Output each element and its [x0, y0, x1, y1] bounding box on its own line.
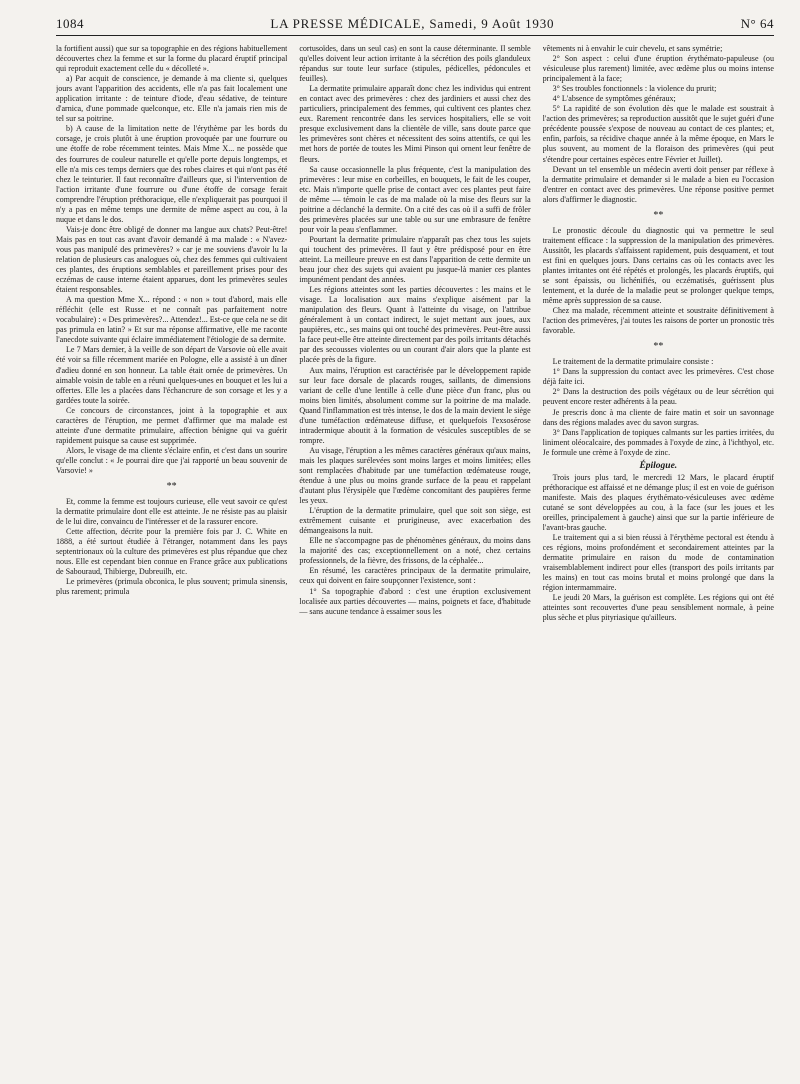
paragraph: En résumé, les caractères principaux de la dermatite primulaire, ceux qui doivent en faire soupçonner l'existence, sont :: [299, 566, 531, 586]
paragraph: vêtements ni à envahir le cuir chevelu, et sans symétrie;: [542, 44, 723, 53]
paragraph: Chez ma malade, récemment atteinte et soustraite définitivement à l'action des primevères, j'ai toutes les raisons de porter un pronostic très favorable.: [542, 306, 774, 336]
paragraph: Le jeudi 20 Mars, la guérison est complète. Les régions qui ont été atteintes sont recouvertes d'une peau sensiblement normale, à peine plus sèche et plus pityriasique qu'ailleurs.: [542, 593, 774, 623]
column-1: [56, 44, 287, 1084]
paragraph: 5° La rapidité de son évolution dès que le malade est soustrait à l'action des primevères; sa reproduction aussitôt que le sujet guéri d'une précédente poussée s'expose de nouveau au contact de ces plantes; et, enfin, parfois, sa récidive chaque année à la même époque, en Mars le plus souvent, au moment de la floraison des primevères (qui peut s'étendre pour certaines espèces entre Février et Juillet).: [542, 104, 774, 164]
paragraph: Les régions atteintes sont les parties découvertes : les mains et le visage. La localisation aux mains s'explique aisément par la manipulation des fleurs. Quant à l'atteinte du visage, on l'attribue généralement à un contact indirect, le sujet mettant aux joues, aux paupières, etc., ses mains qui ont touché des primevères. Peut-être aussi la face peut-elle être atteinte directement par des poils irritants détachés par des secousses violentes ou un courant d'air alors que la plante est placée près de la figure.: [299, 285, 531, 365]
paragraph: 1° Sa topographie d'abord : c'est une éruption exclusivement localisée aux parties découvertes — mains, poignets et face, d'habitude — sans aucune tendance à essaimer sous les: [299, 586, 531, 616]
text-columns: [56, 44, 774, 1084]
column-2: [299, 44, 530, 1084]
paragraph: Le traitement de la dermatite primulaire consiste :: [552, 357, 714, 367]
section-separator: **: [653, 209, 664, 221]
paragraph: la fortifient aussi) que sur sa topographie en des régions habituellement découvertes chez la femme et sur la forme du placard éruptif principal qui reproduit exactement celle du « décolleté ».: [56, 44, 288, 74]
journal-title: LA PRESSE MÉDICALE, Samedi, 9 Août 1930: [270, 16, 555, 31]
paragraph: Pourtant la dermatite primulaire n'apparaît pas chez tous les sujets qui touchent des primevères. Il faut y être prédisposé pour en être atteint. La meilleure preuve en est dans l'apparition de cette dermite un beau jour chez des sujets qui avaient pu jusque-là manier ces plantes impunément pendant des années.: [299, 234, 531, 285]
paragraph: Sa cause occasionnelle la plus fréquente, c'est la manipulation des primevères : leur mise en corbeilles, en bouquets, le fait de les couper, etc. Mais n'importe quelle prise de contact avec ces plantes peut faire de même — témoin le cas de ma malade où la mise des fleurs sur la poitrine a déclanché la dermite. On a cité des cas où il a suffi de frôler des primevères placées sur une table ou sur une embrasure de fenêtre pour voir la peau s'enflammer.: [299, 164, 531, 234]
paragraph: Le primevères (primula obconica, le plus souvent; primula sinensis, plus rarement; primula: [56, 577, 288, 597]
paragraph: Le 7 Mars dernier, à la veille de son départ de Varsovie où elle avait été voir sa fille récemment mariée en Pologne, elle a assisté à un dîner d'adieu donné en son honneur. La table était ornée de primevères. Un aimable voisin de table en a réuni quelques-unes en bouquet et les lui a offertes. Elle les a placées dans l'échancrure de son corsage et les y a gardées toute la soirée.: [56, 345, 288, 405]
paragraph: 3° Dans l'application de topiques calmants sur les parties irritées, du liniment oléocalcaire, des pommades à l'oxyde de zinc, à l'ichthyol, etc. Je formule une crème à l'oxyde de zinc.: [542, 427, 774, 457]
paragraph: 2° Son aspect : celui d'une éruption érythémato-papuleuse (ou vésiculeuse plus rarement) limitée, avec œdème plus ou moins intense principalement à la face;: [542, 54, 774, 84]
running-header: [56, 16, 774, 36]
paragraph: 4° L'absence de symptômes généraux;: [552, 94, 676, 104]
paragraph: Elle ne s'accompagne pas de phénomènes généraux, du moins dans la majorité des cas; exceptionnellement on a noté, chez certains professionnels, de la fièvre, des frissons, de la céphalée...: [299, 536, 531, 566]
paragraph: b) A cause de la limitation nette de l'érythème par les bords du corsage, je crois plutôt à une éruption provoquée par une fourrure ou une étoffe de robe récemment teintes. Mais Mme X... ne possède que des fourrures de couleur naturelle et qu'elle porte depuis longtemps, et elle n'a mis ces temps derniers que des robes claires et qui n'ont pas été chez le teinturier. Il faut reconnaître d'ailleurs que, si l'intervention de l'action irritante d'une fourrure ou d'une étoffe de corsage ferait comprendre l'éruption préthoracique, elle n'expliquerait pas pourquoi il n'y a pas en même temps une dermite de même aspect au cou, à la nuque et dans le dos.: [56, 124, 288, 224]
paragraph: 1° Dans la suppression du contact avec les primevères. C'est chose déjà faite ici.: [542, 367, 774, 387]
paragraph: cortusoïdes, dans un seul cas) en sont la cause déterminante. Il semble qu'elles doivent leur action irritante à la sécrétion des poils glanduleux répandus sur toute leur surface (stipules, pédicelles, pédoncules et feuilles).: [299, 44, 531, 84]
paragraph: 3° Ses troubles fonctionnels : la violence du prurit;: [552, 84, 717, 94]
paragraph: 2° Dans la destruction des poils végétaux ou de leur sécrétion qui peuvent encore rester adhérents à la peau.: [542, 387, 774, 407]
paragraph: Aux mains, l'éruption est caractérisée par le développement rapide sur leur face dorsale de placards rouges, saillants, de dimensions variant de celle d'une lentille à celle d'une pièce d'un franc, plus ou moins bien limités, absolument comme sur la poitrine de ma malade. Quand l'inflammation est très intense, le dos de la main devient le siège d'une tuméfaction œdémateuse diffuse, et quelquefois l'exsosérose intradermique aboutit à la formation de vésicules susceptibles de se rompre.: [299, 365, 531, 445]
paragraph: Je prescris donc à ma cliente de faire matin et soir un savonnage dans des régions malades avec du savon surgras.: [542, 407, 774, 427]
issue-number: N° 64: [740, 16, 774, 31]
paragraph: a) Par acquit de conscience, je demande à ma cliente si, quelques jours avant l'apparition des accidents, elle n'a pas fait localement une application irritante : de teinture d'iode, d'eau sédative, de teinture d'arnica, d'une pommade quelconque, etc. Elle n'a jamais rien mis de tel sur sa poitrine.: [56, 74, 288, 124]
paragraph: Vais-je donc être obligé de donner ma langue aux chats? Peut-être! Mais pas en tout cas avant d'avoir demandé à ma malade : « N'avez-vous pas manipulé des primevères? » car je me souviens d'avoir lu la relation de plusieurs cas analogues où, chez des femmes qui cultivaient ces plantes, des éruptions semblables et pareillement prises pour des eczémas de cause interne étaient apparues, dont les primevères seules étaient responsables.: [56, 224, 288, 295]
paragraph: Le traitement qui a si bien réussi à l'érythème pectoral est étendu à ces régions, moins profondément et secondairement atteintes par la dermatite primulaire en raison du mode de contamination vraisemblablement indirect pour elles (transport des poils irritants par les mains) en tout cas moins brutal et moins prolongé que dans la région intermammaire.: [542, 533, 774, 593]
section-heading: Épilogue.: [639, 460, 678, 471]
paragraph: Trois jours plus tard, le mercredi 12 Mars, le placard éruptif préthoracique est affaissé et ne démange plus; il est en voie de guérison manifeste. Mais des plaques érythémato-vésiculeuses avec œdème cutané se sont développées au cou, à la face (sur les joues et les oreilles, principalement à gauche) ainsi que sur la partie inférieure de l'avant-bras gauche.: [542, 472, 774, 533]
paragraph: Ce concours de circonstances, joint à la topographie et aux caractères de l'éruption, me permet d'affirmer que ma malade est atteinte d'une dermatite primulaire, affection bénigne qui va guérir rapidement puisque sa cause est supprimée.: [56, 405, 288, 445]
section-separator: **: [166, 481, 177, 493]
page-number: 1084: [56, 16, 84, 31]
paragraph: L'éruption de la dermatite primulaire, quel que soit son siège, est extrêmement cuisante et prurigineuse, avec exacerbation des démangeaisons la nuit.: [299, 506, 531, 536]
paragraph: Alors, le visage de ma cliente s'éclaire enfin, et c'est dans un sourire qu'elle conclut : « Je pourrai dire que j'ai rapporté un beau souvenir de Varsovie! »: [56, 445, 288, 475]
paragraph: A ma question Mme X... répond : « non » tout d'abord, mais elle réfléchit (elle est Russe et ne connaît pas parfaitement notre vocabulaire) : « Des primevères?... Attendez!... Est-ce que cela ne se dit pas primula en latin? » Et sur ma réponse affirmative, elle me raconte l'anecdote suivante qui éclaire immédiatement l'étiologie de sa dermite.: [56, 295, 288, 345]
column-3: [543, 44, 774, 1084]
paragraph: Cette affection, décrite pour la première fois par J. C. White en 1888, a été surtout étudiée à l'étranger, notamment dans les pays septentrionaux où la culture des primevères est plus répandue que chez nous. Elle est cependant bien connue en France grâce aux publications de Sabouraud, Thibierge, Dubreuilh, etc.: [56, 527, 288, 577]
paragraph: Devant un tel ensemble un médecin averti doit penser par réflexe à la dermatite primulaire et demander si le malade a bien eu l'occasion d'entrer en contact avec des primevères. Une réponse positive permet alors d'affirmer le diagnostic.: [542, 164, 774, 204]
section-separator: **: [653, 341, 664, 353]
paragraph: La dermatite primulaire apparaît donc chez les individus qui entrent en contact avec des primevères : chez des jardiniers et aussi chez des particuliers, principalement des femmes, qui cultivent ces plantes chez eux. Rarement rencontrée dans les services hospitaliers, elle se voit presque exclusivement dans la clientèle de ville, sans doute parce que les primevères sont chères et nécessitent des soins attentifs, ce qui les met hors de portée de toutes les Mimi Pinson qui ornent leur fenêtre de fleurs.: [299, 84, 531, 164]
paragraph: Le pronostic découle du diagnostic qui va permettre le seul traitement efficace : la suppression de la manipulation des primevères. Aussitôt, les placards s'affaissent rapidement, puis desquament, et tout est fini en quelques jours. Dans certains cas où les contacts avec les plantes irritantes ont été répétés et prolongés, les placards éruptifs, qui se sont épaissis, ou lichénifiés, ou eczématisés, guérissent plus lentement, et la durée de la maladie peut se prolonger quelque temps, même après suppression de sa cause.: [542, 225, 774, 306]
paragraph: Au visage, l'éruption a les mêmes caractères généraux qu'aux mains, mais les plaques surélevées sont moins larges et moins limitées; elles sont remplacées d'habitude par une tuméfaction œdémateuse rouge, étendue à une plus ou moins grande surface de la peau et rappelant d'autant plus l'érysipèle que l'œdème concomitant des paupières ferme les yeux.: [299, 445, 531, 506]
paragraph: Et, comme la femme est toujours curieuse, elle veut savoir ce qu'est la dermatite primulaire dont elle est atteinte. Je ne résiste pas au plaisir de le lui dire, convaincu de l'intéresser et de la rassurer encore.: [56, 497, 288, 527]
